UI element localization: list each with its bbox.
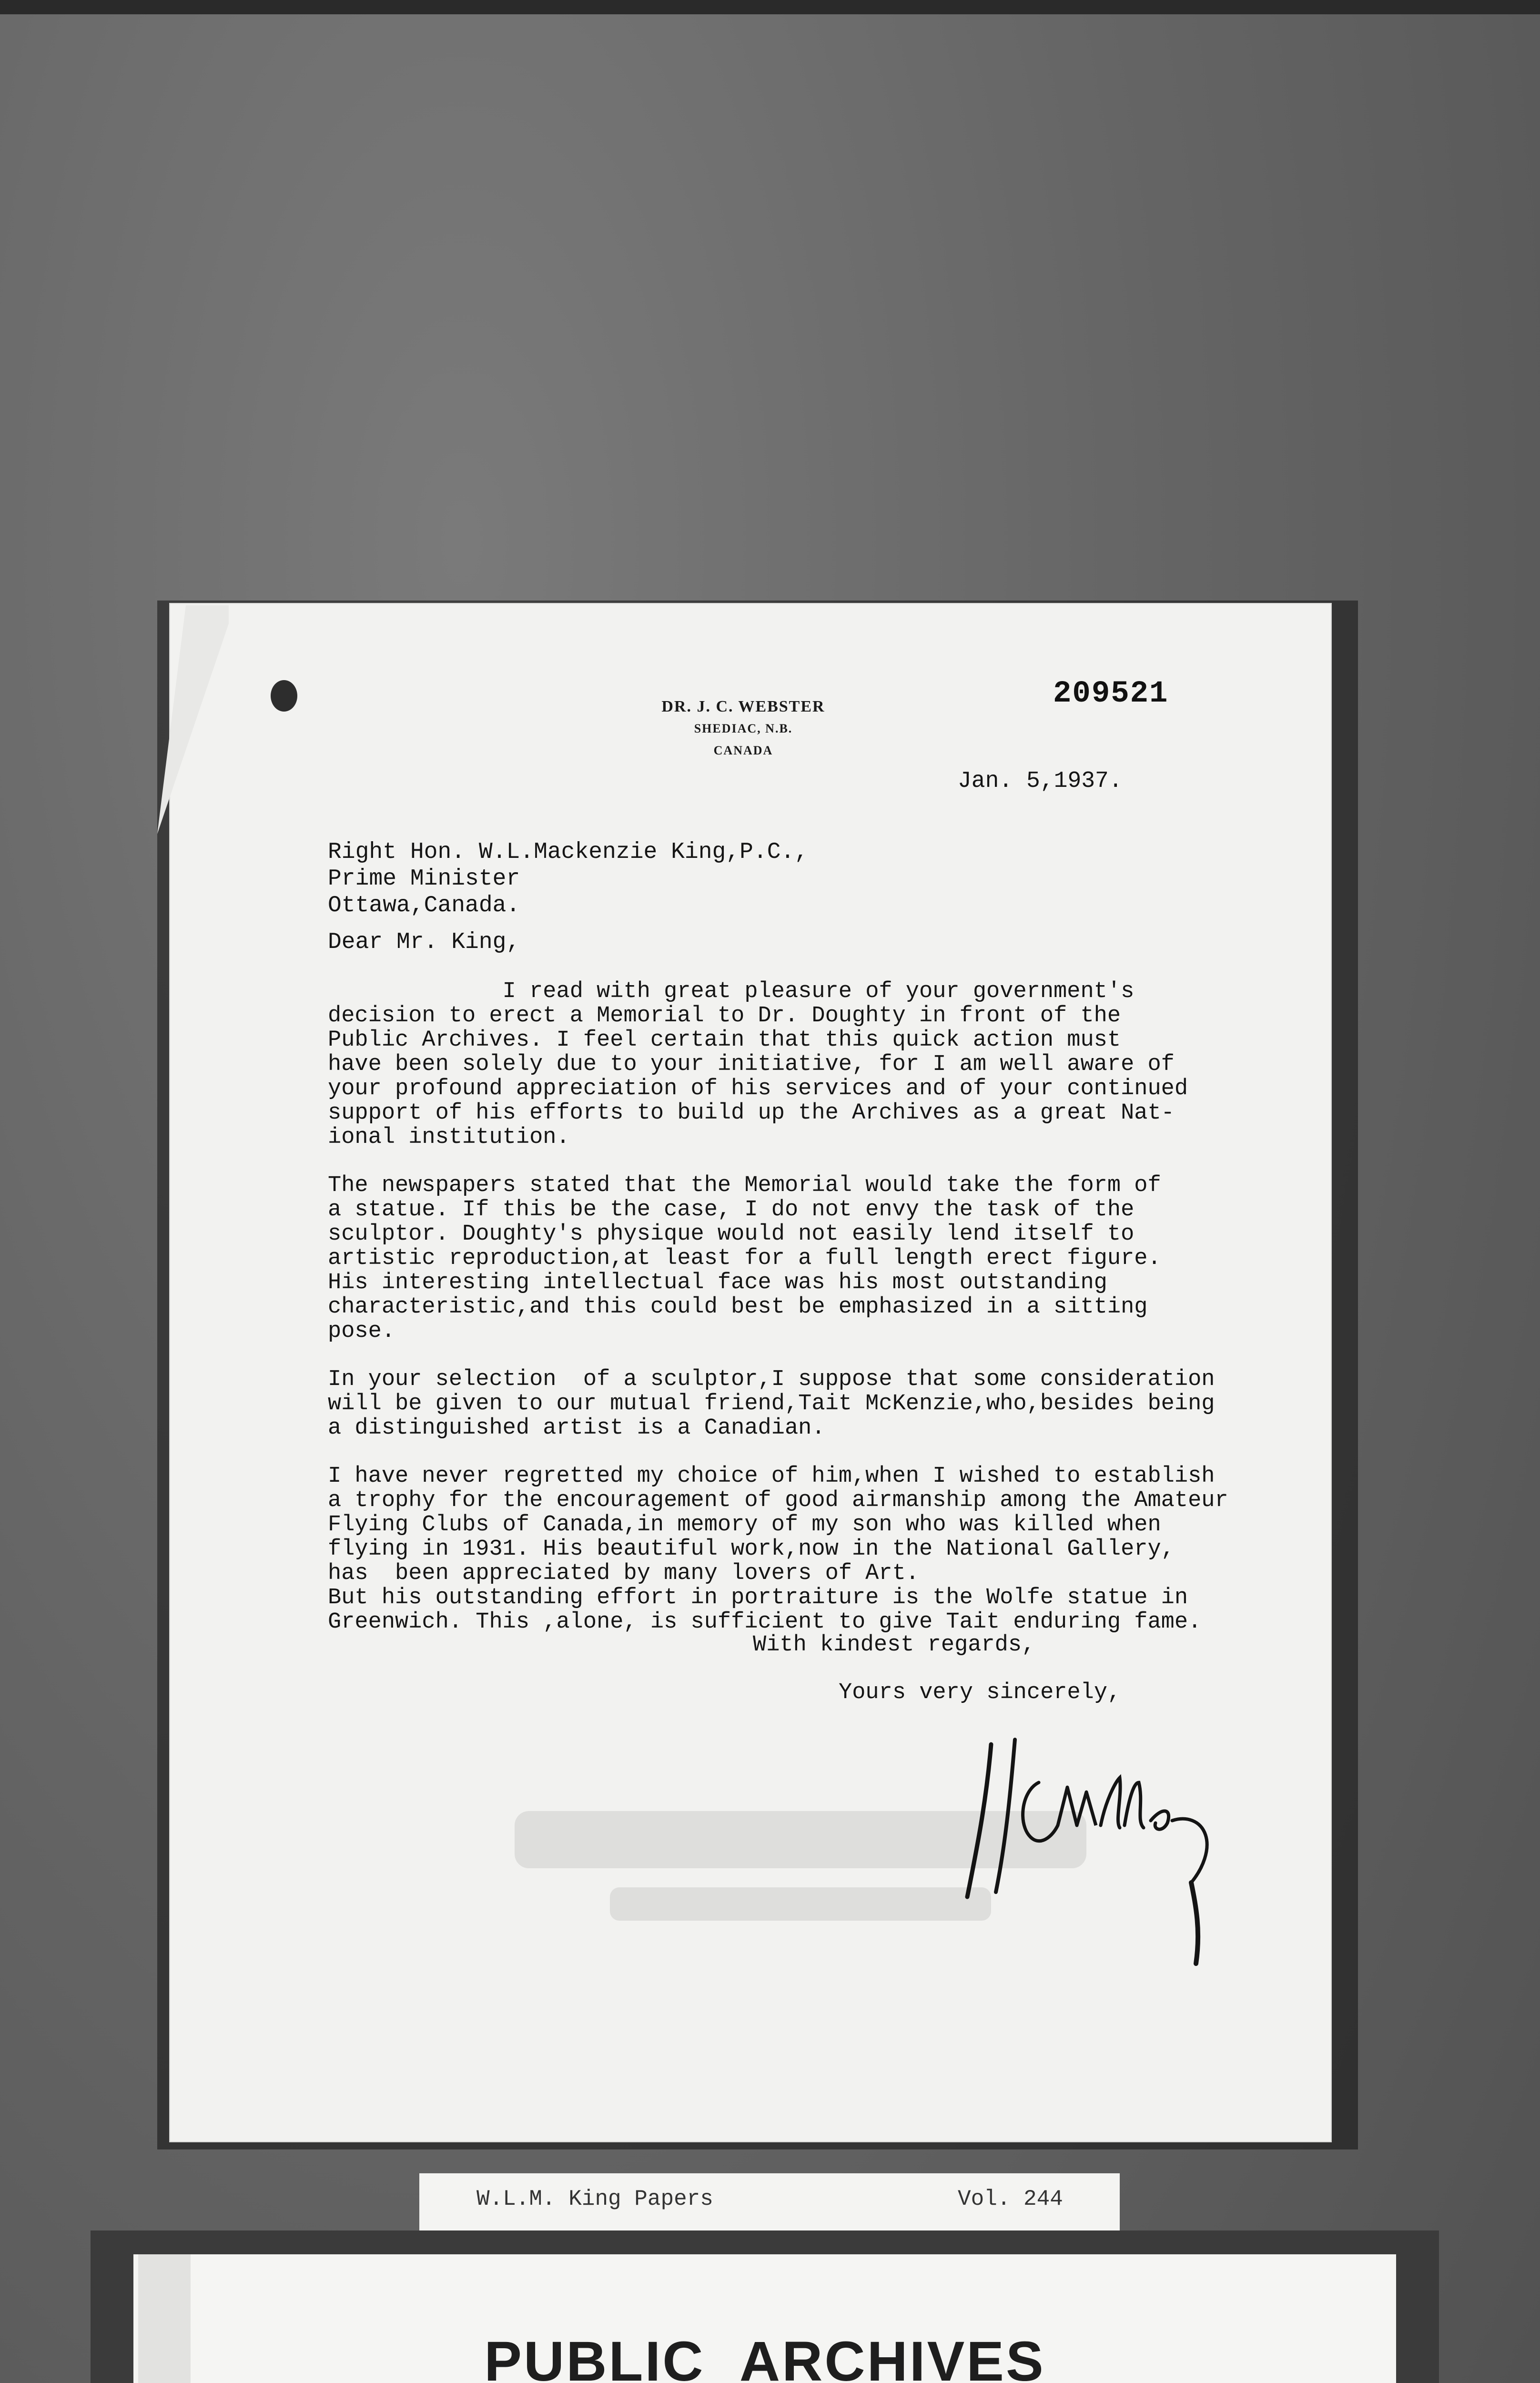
- sign-off: Yours very sincerely,: [839, 1680, 1121, 1705]
- letter-body: [328, 979, 1305, 1634]
- letter-date: Jan. 5,1937.: [958, 768, 1123, 794]
- addressee-block: [328, 839, 808, 919]
- closing-line: With kindest regards,: [753, 1632, 1035, 1658]
- body-paragraph: In your selection of a sculptor,I suppose that some consideration will be given to our mutual friend,Tait McKenzie,who,besides being a distinguished artist is a Canadian.: [328, 1367, 1215, 1441]
- addressee-line: Prime Minister: [328, 866, 520, 892]
- collection-name: W.L.M. King Papers: [476, 2187, 713, 2211]
- salutation: Dear Mr. King,: [328, 929, 520, 955]
- body-paragraph: The newspapers stated that the Memorial would take the form of a statue. If this be the case, I do not envy the task of the sculptor. Doughty's physique would not easily lend itself to artistic reproduction,at least for a full length erect figure. His interesting intellectual face was his most outstanding characteristic,and this could best be emphasized in a sitting pose.: [328, 1173, 1161, 1344]
- film-top-edge: [0, 0, 1540, 14]
- punch-hole: [271, 680, 297, 712]
- stamp-line-english: PUBLIC ARCHIVES: [484, 2330, 1045, 2383]
- body-paragraph: I have never regretted my choice of him,when I wished to establish a trophy for the encouragement of good airmanship among the Amateur Flying Clubs of Canada,in memory of my son who was killed when flying in 1931. His beautiful work,now in the National Gallery, has been appreciated by many lovers of Art. But his outstanding effort in portraiture is the Wolfe statue in Greenwich. This ,alone, is sufficient to give Tait enduring fame.: [328, 1464, 1228, 1635]
- archive-stamp: [133, 2326, 1396, 2383]
- volume-number: Vol. 244: [958, 2187, 1063, 2211]
- document-number: 209521: [1053, 677, 1169, 711]
- letterhead: [619, 696, 867, 762]
- paper-watermark: [515, 1792, 1086, 1935]
- letterhead-place: SHEDIAC, N.B.: [694, 722, 793, 735]
- addressee-line: Ottawa,Canada.: [328, 893, 520, 918]
- letterhead-name: DR. J. C. WEBSTER: [661, 698, 825, 715]
- letterhead-country: CANADA: [713, 743, 773, 757]
- body-paragraph: I read with great pleasure of your government's decision to erect a Memorial to Dr. Doughty in front of the Public Archives. I feel certain that this quick action must have been solely due to your initiative, for I am well aware of your profound appreciation of his services and of your continued support of his efforts to build up the Archives as a great Nat- ional institution.: [328, 979, 1188, 1150]
- addressee-line: Right Hon. W.L.Mackenzie King,P.C.,: [328, 839, 809, 865]
